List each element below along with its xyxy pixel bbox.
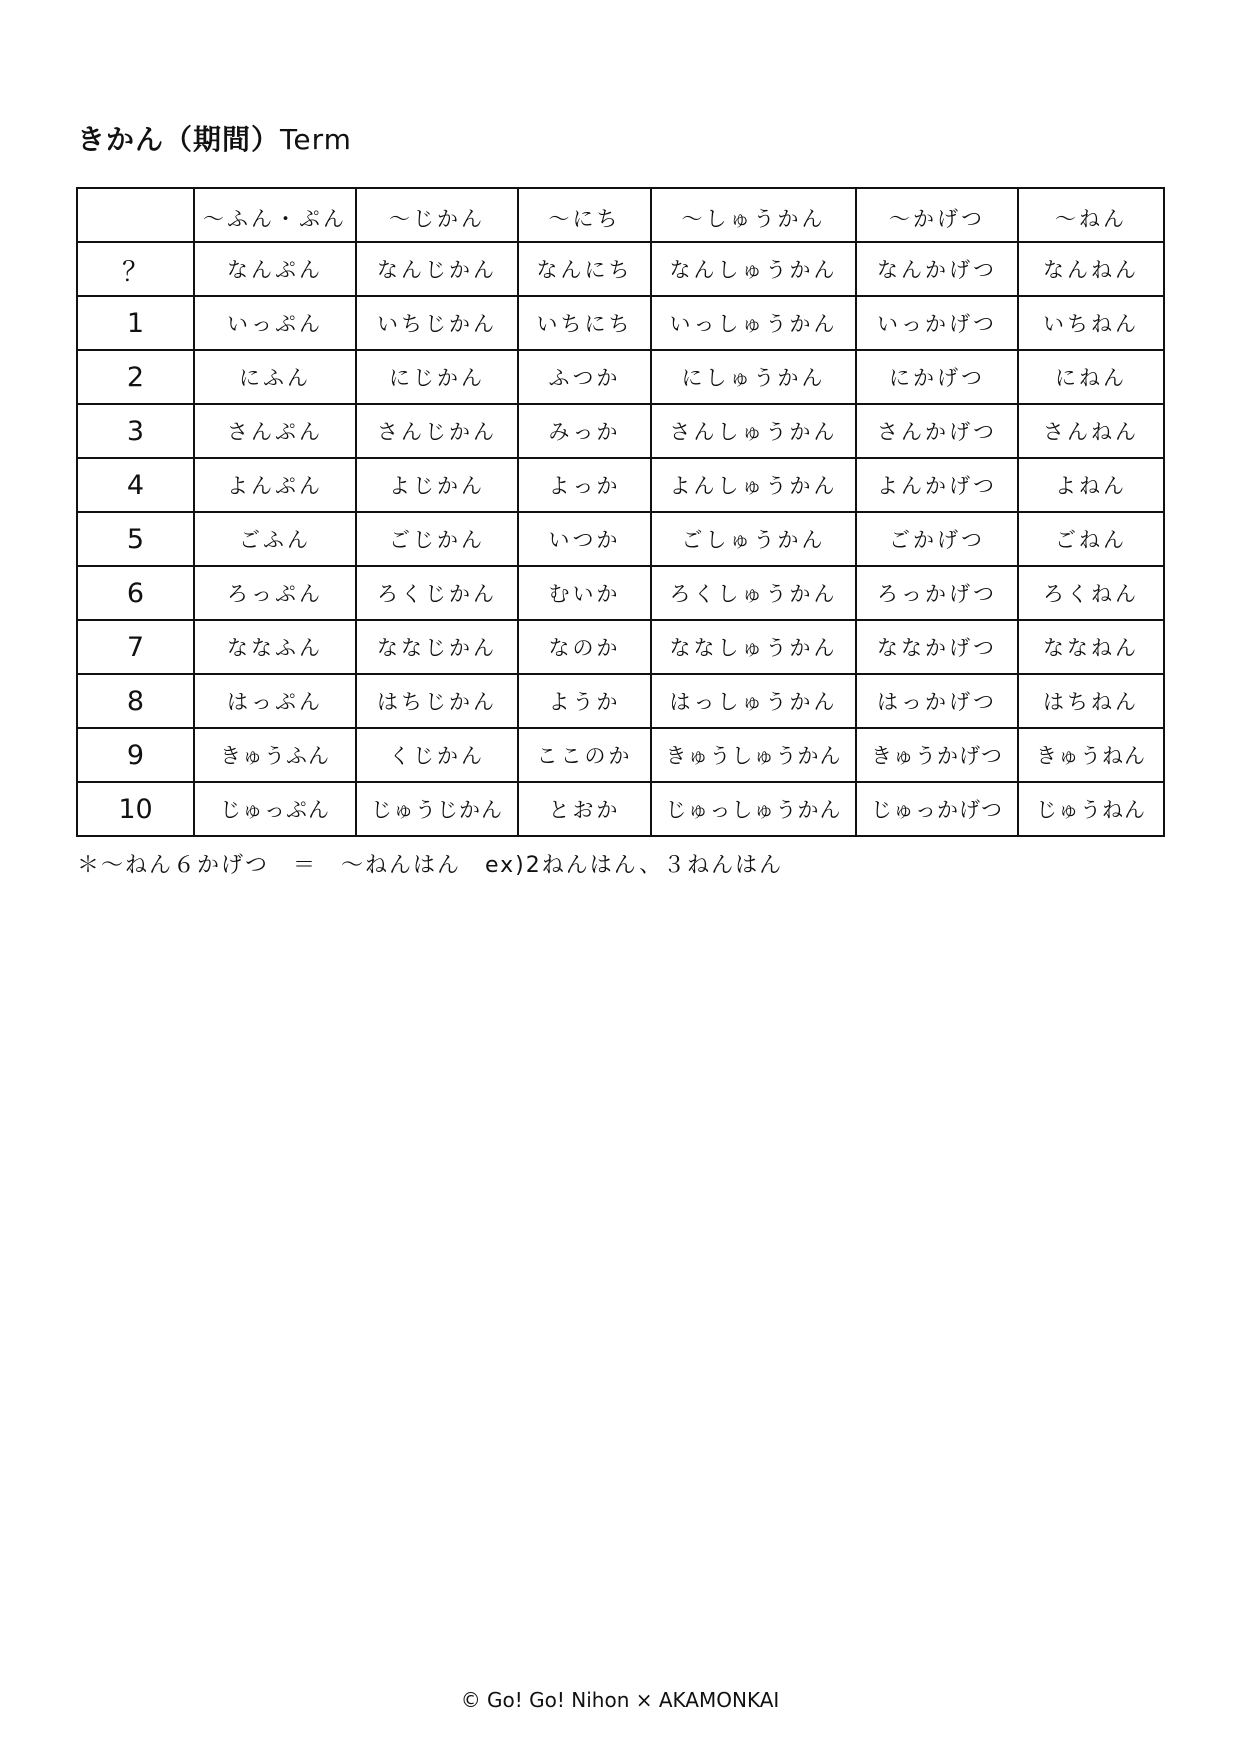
table-cell: ごかげつ [856,512,1018,566]
row-label: 3 [77,404,194,458]
table-cell: ろくねん [1018,566,1164,620]
table-cell: とおか [518,782,651,836]
table-cell: ごじかん [356,512,518,566]
table-cell: ろくしゅうかん [651,566,856,620]
table-cell: ここのか [518,728,651,782]
table-cell: なんにち [518,242,651,296]
table-cell: よねん [1018,458,1164,512]
row-label: 2 [77,350,194,404]
header-cell-weeks: ～しゅうかん [651,188,856,242]
table-cell: さんしゅうかん [651,404,856,458]
table-cell: なんしゅうかん [651,242,856,296]
table-cell: いっかげつ [856,296,1018,350]
header-cell-days: ～にち [518,188,651,242]
table-row [77,782,1164,836]
table-cell: よんかげつ [856,458,1018,512]
table-cell: いつか [518,512,651,566]
table-cell: さんねん [1018,404,1164,458]
table-cell: なのか [518,620,651,674]
table-cell: じゅっしゅうかん [651,782,856,836]
table-cell: よんぷん [194,458,356,512]
table-cell: にねん [1018,350,1164,404]
row-label: 7 [77,620,194,674]
table-cell: ふつか [518,350,651,404]
table-cell: にかげつ [856,350,1018,404]
table-cell: じゅっぷん [194,782,356,836]
table-cell: よっか [518,458,651,512]
table-row [77,566,1164,620]
table-cell: はっしゅうかん [651,674,856,728]
table-cell: きゅうふん [194,728,356,782]
table-cell: さんじかん [356,404,518,458]
table-cell: ななねん [1018,620,1164,674]
table-cell: はちじかん [356,674,518,728]
table-header-row [77,188,1164,242]
table-cell: いちねん [1018,296,1164,350]
term-table [76,187,1165,837]
row-label: ？ [77,242,194,296]
header-cell-blank [77,188,194,242]
table-cell: はちねん [1018,674,1164,728]
table-cell: にしゅうかん [651,350,856,404]
table-row [77,620,1164,674]
table-cell: はっぷん [194,674,356,728]
table-cell: ななかげつ [856,620,1018,674]
table-cell: なんねん [1018,242,1164,296]
table-row [77,728,1164,782]
table-row [77,242,1164,296]
table-cell: むいか [518,566,651,620]
table-cell: ごしゅうかん [651,512,856,566]
header-cell-years: ～ねん [1018,188,1164,242]
table-cell: きゅうかげつ [856,728,1018,782]
table-row [77,458,1164,512]
table-cell: じゅっかげつ [856,782,1018,836]
row-label: 4 [77,458,194,512]
table-cell: よじかん [356,458,518,512]
row-label: 6 [77,566,194,620]
page-title-english: Term [280,123,352,156]
table-cell: なんぷん [194,242,356,296]
row-label: 10 [77,782,194,836]
table-cell: なんじかん [356,242,518,296]
table-cell: くじかん [356,728,518,782]
table-cell: ななふん [194,620,356,674]
table-cell: きゅうしゅうかん [651,728,856,782]
table-cell: ななじかん [356,620,518,674]
table-cell: よんしゅうかん [651,458,856,512]
footnote: ＊～ねん６かげつ ＝ ～ねんはん ex)2ねんはん、３ねんはん [77,853,784,878]
table-cell: ごふん [194,512,356,566]
table-row [77,674,1164,728]
table-cell: さんぷん [194,404,356,458]
table-cell: ごねん [1018,512,1164,566]
table-cell: にじかん [356,350,518,404]
table-cell: ななしゅうかん [651,620,856,674]
row-label: 1 [77,296,194,350]
table-cell: さんかげつ [856,404,1018,458]
header-cell-months: ～かげつ [856,188,1018,242]
table-cell: いっぷん [194,296,356,350]
table-cell: きゅうねん [1018,728,1164,782]
table-cell: はっかげつ [856,674,1018,728]
copyright-footer: © Go! Go! Nihon × AKAMONKAI [460,1688,780,1712]
table-cell: じゅうじかん [356,782,518,836]
page-title [77,120,352,160]
table-cell: ろっぷん [194,566,356,620]
header-cell-minutes: ～ふん・ぷん [194,188,356,242]
row-label: 8 [77,674,194,728]
table-cell: いっしゅうかん [651,296,856,350]
table-row [77,296,1164,350]
table-cell: なんかげつ [856,242,1018,296]
table-cell: いちじかん [356,296,518,350]
table-cell: ろっかげつ [856,566,1018,620]
row-label: 9 [77,728,194,782]
row-label: 5 [77,512,194,566]
table-cell: いちにち [518,296,651,350]
table-cell: みっか [518,404,651,458]
table-cell: ろくじかん [356,566,518,620]
table-cell: じゅうねん [1018,782,1164,836]
table-cell: にふん [194,350,356,404]
table-row [77,350,1164,404]
table-cell: ようか [518,674,651,728]
table-row [77,404,1164,458]
header-cell-hours: ～じかん [356,188,518,242]
table-row [77,512,1164,566]
page-title-japanese: きかん（期間） [77,123,281,156]
